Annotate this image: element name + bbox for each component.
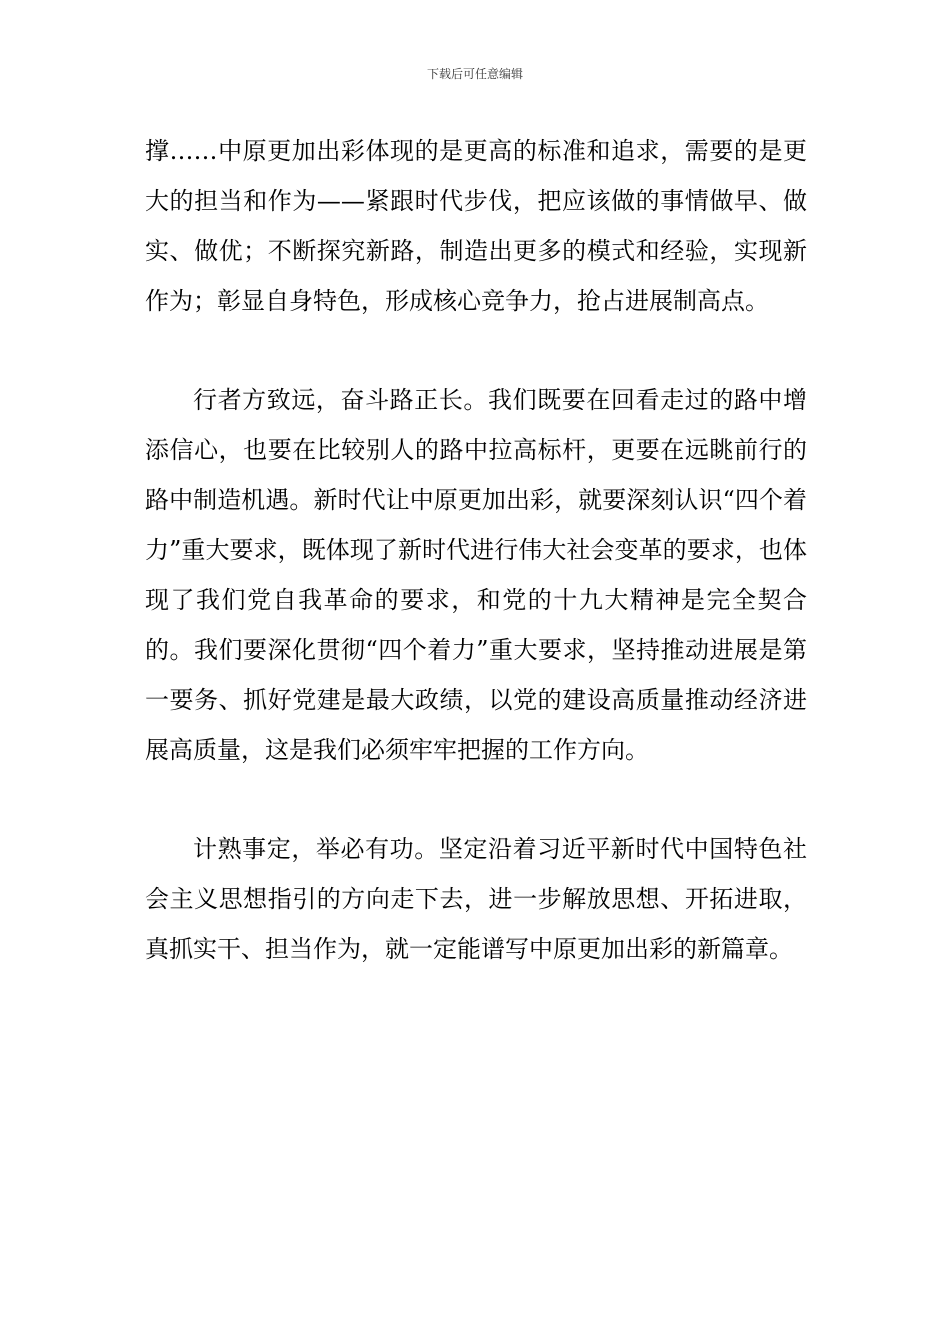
paragraph-1: 撑……中原更加出彩体现的是更高的标准和追求，需要的是更大的担当和作为——紧跟时代步伐，把应该做的事情做早、做实、做优；不断探究新路，制造出更多的模式和经验，实现新作为；彰显自身特色，形成核心竞争力，抢占进展制高点。 [145,137,807,315]
paragraph-3: 计熟事定，举必有功。坚定沿着习近平新时代中国特色社会主义思想指引的方向走下去，进一步解放思想、开拓进取，真抓实干、担当作为，就一定能谱写中原更加出彩的新篇章。 [145,835,807,963]
document-body [145,126,807,974]
paragraph-2: 行者方致远，奋斗路正长。我们既要在回看走过的路中增添信心，也要在比较别人的路中拉高标杆，更要在远眺前行的路中制造机遇。新时代让中原更加出彩，就要深刻认识“四个着力”重大要求，既体现了新时代进行伟大社会变革的要求，也体现了我们党自我革命的要求，和党的十九大精神是完全契合的。我们要深化贯彻“四个着力”重大要求，坚持推动进展是第一要务、抓好党建是最大政绩，以党的建设高质量推动经济进展高质量，这是我们必须牢牢把握的工作方向。 [145,386,807,764]
header-note: 下载后可任意编辑 [426,67,523,81]
